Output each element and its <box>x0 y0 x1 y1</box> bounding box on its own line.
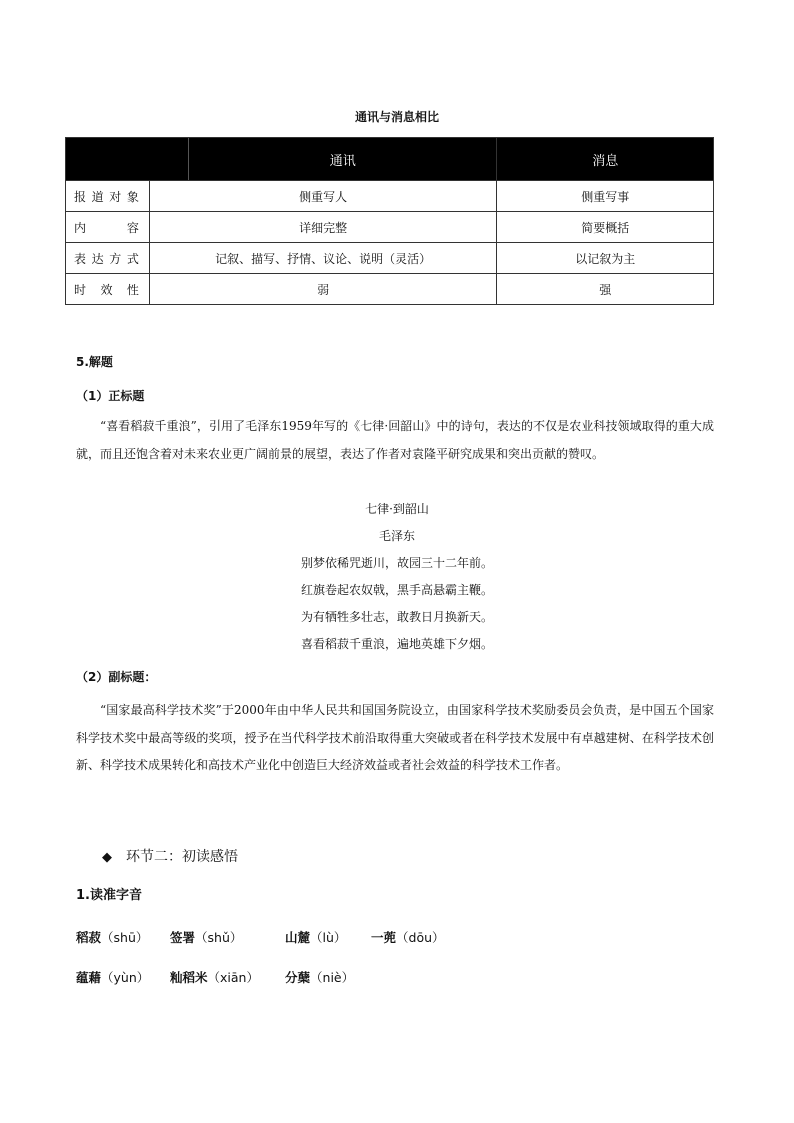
cell-xiaoxi: 以记叙为主 <box>497 243 714 274</box>
pron-pinyin: （xiān） <box>207 970 259 985</box>
poem-line: 别梦依稀咒逝川，故园三十二年前。 <box>300 556 493 570</box>
cell-xiaoxi: 强 <box>497 274 714 305</box>
pron-pinyin: （lù） <box>310 930 347 945</box>
pron-pinyin: （dōu） <box>396 930 445 945</box>
poem-line: 为有牺牲多壮志，敢教日月换新天。 <box>300 610 493 624</box>
section-title-text: 环节二：初读感悟 <box>126 849 238 865</box>
cell-tongxun: 弱 <box>149 274 496 305</box>
cell-xiaoxi: 侧重写事 <box>497 181 714 212</box>
table-row <box>66 212 714 243</box>
poem-block <box>0 496 794 658</box>
cell-xiaoxi: 简要概括 <box>497 212 714 243</box>
pron-word: 一蔸 <box>371 930 397 945</box>
pron-pinyin: （yùn） <box>101 970 150 985</box>
pron-word: 蕴藉 <box>76 970 102 985</box>
section-heading-jieti: 5.解题 <box>76 355 113 369</box>
comparison-table <box>65 137 714 305</box>
heading-pronunciation: 1.读准字音 <box>76 888 142 903</box>
header-cell-xiaoxi: 消息 <box>497 138 714 181</box>
pron-pinyin: （niè） <box>310 970 355 985</box>
pron-item <box>76 968 149 986</box>
poem-author: 毛泽东 <box>378 529 415 543</box>
header-label-tongxun: 通讯 <box>329 153 356 169</box>
table-row <box>66 243 714 274</box>
cell-tongxun: 详细完整 <box>149 212 496 243</box>
pron-pinyin: （shǔ） <box>195 930 243 945</box>
diamond-bullet-icon: ◆ <box>102 850 112 865</box>
pron-item <box>371 928 445 946</box>
pron-item <box>76 928 148 946</box>
table-row <box>66 181 714 212</box>
pron-pinyin: （shū） <box>101 930 149 945</box>
row-label: 表达方式 <box>66 243 150 274</box>
cell-tongxun: 记叙、描写、抒情、议论、说明（灵活） <box>149 243 496 274</box>
pron-word: 签署 <box>170 930 196 945</box>
pron-word: 山麓 <box>285 930 311 945</box>
subheading-subtitle: （2）副标题： <box>76 670 157 684</box>
header-cell-tongxun <box>66 138 497 181</box>
subheading-main-title: （1）正标题 <box>76 389 145 403</box>
pron-item <box>170 968 259 986</box>
poem-title: 七律·到韶山 <box>365 502 429 516</box>
table-header-row <box>66 138 714 181</box>
row-label: 内容 <box>66 212 150 243</box>
poem-line: 红旗卷起农奴戟，黑手高悬霸主鞭。 <box>300 583 493 597</box>
paragraph-subtitle: “国家最高科学技术奖”于2000年由中华人民共和国国务院设立，由国家科学技术奖励委员会负责，是中国五个国家科学技术奖中最高等级的奖项，授予在当代科学技术前沿取得重大突破或者在科学技术发展中有卓越建树、在科学技术创新、科学技术成果转化和高技术产业化中创造巨大经济效益或者社会效益的科学技术工作者。 <box>76 703 714 772</box>
table-row <box>66 274 714 305</box>
table-title: 通讯与消息相比 <box>354 110 439 124</box>
header-blank-cell <box>66 138 189 180</box>
pron-item <box>170 928 242 946</box>
section-title <box>102 846 238 866</box>
pron-word: 籼稻米 <box>170 970 208 985</box>
poem-line: 喜看稻菽千重浪，遍地英雄下夕烟。 <box>300 637 493 651</box>
row-label: 报道对象 <box>66 181 150 212</box>
paragraph-main-title: “喜看稻菽千重浪”，引用了毛泽东1959年写的《七律·回韶山》中的诗句，表达的不仅是农业科技领域取得的重大成就，而且还饱含着对未来农业更广阔前景的展望，表达了作者对袁隆平研究成果和突出贡献的赞叹。 <box>76 419 714 461</box>
pron-word: 稻菽 <box>76 930 102 945</box>
pron-item <box>285 928 346 946</box>
pron-item <box>285 968 354 986</box>
pron-word: 分蘖 <box>285 970 311 985</box>
row-label: 时效性 <box>66 274 150 305</box>
cell-tongxun: 侧重写人 <box>149 181 496 212</box>
